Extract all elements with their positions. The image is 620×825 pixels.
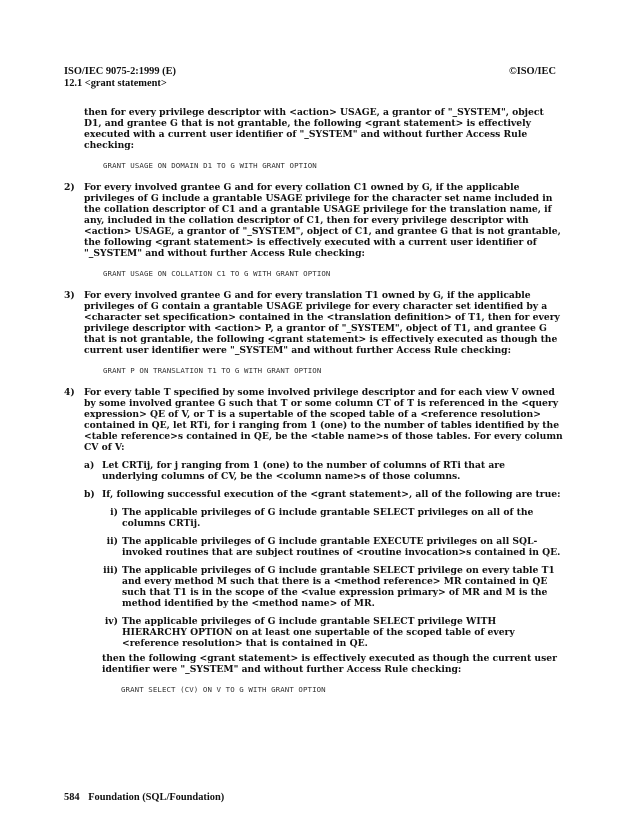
roman-item: [102, 507, 564, 529]
roman-item: [102, 565, 564, 609]
sub-item: [84, 489, 564, 675]
standard-id: ISO/IEC 9075-2:1999 (E): [64, 66, 176, 77]
roman-text: The applicable privileges of G include grantable SELECT privilege on every table T1 and every method M such that there is a <method reference> MR contained in QE such that T1 is in the scope of the <value expression primary> of MR and M is the method identified by the <method name> of MR.: [122, 565, 555, 609]
body-text: [64, 107, 564, 706]
roman-number: i): [110, 507, 118, 518]
roman-text: The applicable privileges of G include grantable SELECT privileges on all of the columns CRTij.: [122, 507, 534, 529]
intro-continuation: [64, 107, 564, 151]
sub-item-text: If, following successful execution of the <grant statement>, all of the following are true:: [102, 489, 561, 500]
sub-item: [84, 460, 564, 482]
list-item: [64, 290, 564, 356]
sub-item-label: a): [84, 460, 95, 471]
copyright: ©ISO/IEC: [508, 66, 556, 77]
page-header: [64, 66, 556, 90]
roman-text: The applicable privileges of G include grantable EXECUTE privileges on all SQL-invoked routines that are subject routines of <routine invocation>s contained in QE.: [122, 536, 561, 558]
conclusion-text: then the following <grant statement> is effectively executed as though the current user identifier were "_SYSTEM" and without further Access Rule checking:: [102, 653, 557, 675]
item-number: 3): [64, 290, 75, 301]
page-footer: [64, 792, 224, 803]
item-text: For every table T specified by some involved privilege descriptor and for each view V owned by some involved grantee G such that T or some column CT of T is referenced in the <query expression> QE of V, or T is a supertable of the scoped table of a <reference resolution> contained in QE, let RTi, for i ranging from 1 (one) to the number of tables identified by the <table reference>s contained in QE, be the <table name>s of those tables. For every column CV of V:: [84, 387, 563, 453]
section-title: 12.1 <grant statement>: [64, 78, 167, 89]
roman-item: [102, 536, 564, 558]
item-number: 2): [64, 182, 75, 193]
roman-text: The applicable privileges of G include grantable SELECT privilege WITH HIERARCHY OPTION on at least one supertable of the scoped table of every <reference resolution> that is contained in QE.: [122, 616, 515, 649]
item-number: 4): [64, 387, 75, 398]
item-text: For every involved grantee G and for every collation C1 owned by G, if the applicable privileges of G include a grantable USAGE privilege for the character set name included in the collation descriptor of C1 and a grantable USAGE privilege for the translation name, if any, included in the collation descriptor of C1, then for every privilege descriptor with <action> USAGE, a grantor of "_SYSTEM", object of C1, and grantee G that is not grantable, the following <grant statement> is effectively executed with a current user identifier of "_SYSTEM" and without further Access Rule checking:: [84, 182, 561, 259]
intro-text: then for every privilege descriptor with <action> USAGE, a grantor of "_SYSTEM", object D1, and grantee G that is not grantable, the following <grant statement> is effectively executed with a current user identifier of "_SYSTEM" and without further Access Rule checking:: [84, 107, 544, 151]
code-example: GRANT P ON TRANSLATION T1 TO G WITH GRANT OPTION: [103, 366, 322, 375]
list-item: [64, 387, 564, 675]
code-example: GRANT USAGE ON DOMAIN D1 TO G WITH GRANT OPTION: [103, 161, 317, 170]
roman-item: [102, 616, 564, 649]
page-number: 584: [64, 792, 80, 803]
roman-number: iv): [104, 616, 118, 627]
roman-number: ii): [106, 536, 118, 547]
footer-title: Foundation (SQL/Foundation): [88, 792, 225, 803]
sub-item-label: b): [84, 489, 95, 500]
list-item: [64, 182, 564, 259]
code-example: GRANT USAGE ON COLLATION C1 TO G WITH GRANT OPTION: [103, 269, 331, 278]
roman-number: iii): [103, 565, 118, 576]
sub-item-text: Let CRTij, for j ranging from 1 (one) to the number of columns of RTi that are underlying columns of CV, be the <column name>s of those columns.: [102, 460, 505, 482]
item-text: For every involved grantee G and for every translation T1 owned by G, if the applicable privileges of G contain a grantable USAGE privilege for every character set identified by a <character set specification> contained in the <translation definition> of T1, then for every privilege descriptor with <action> P, a grantor of "_SYSTEM", object of T1, and grantee G that is not grantable, the following <grant statement> is effectively executed as though the current user identifier were "_SYSTEM" and without further Access Rule checking:: [84, 290, 560, 356]
code-example: GRANT SELECT (CV) ON V TO G WITH GRANT OPTION: [121, 685, 326, 694]
